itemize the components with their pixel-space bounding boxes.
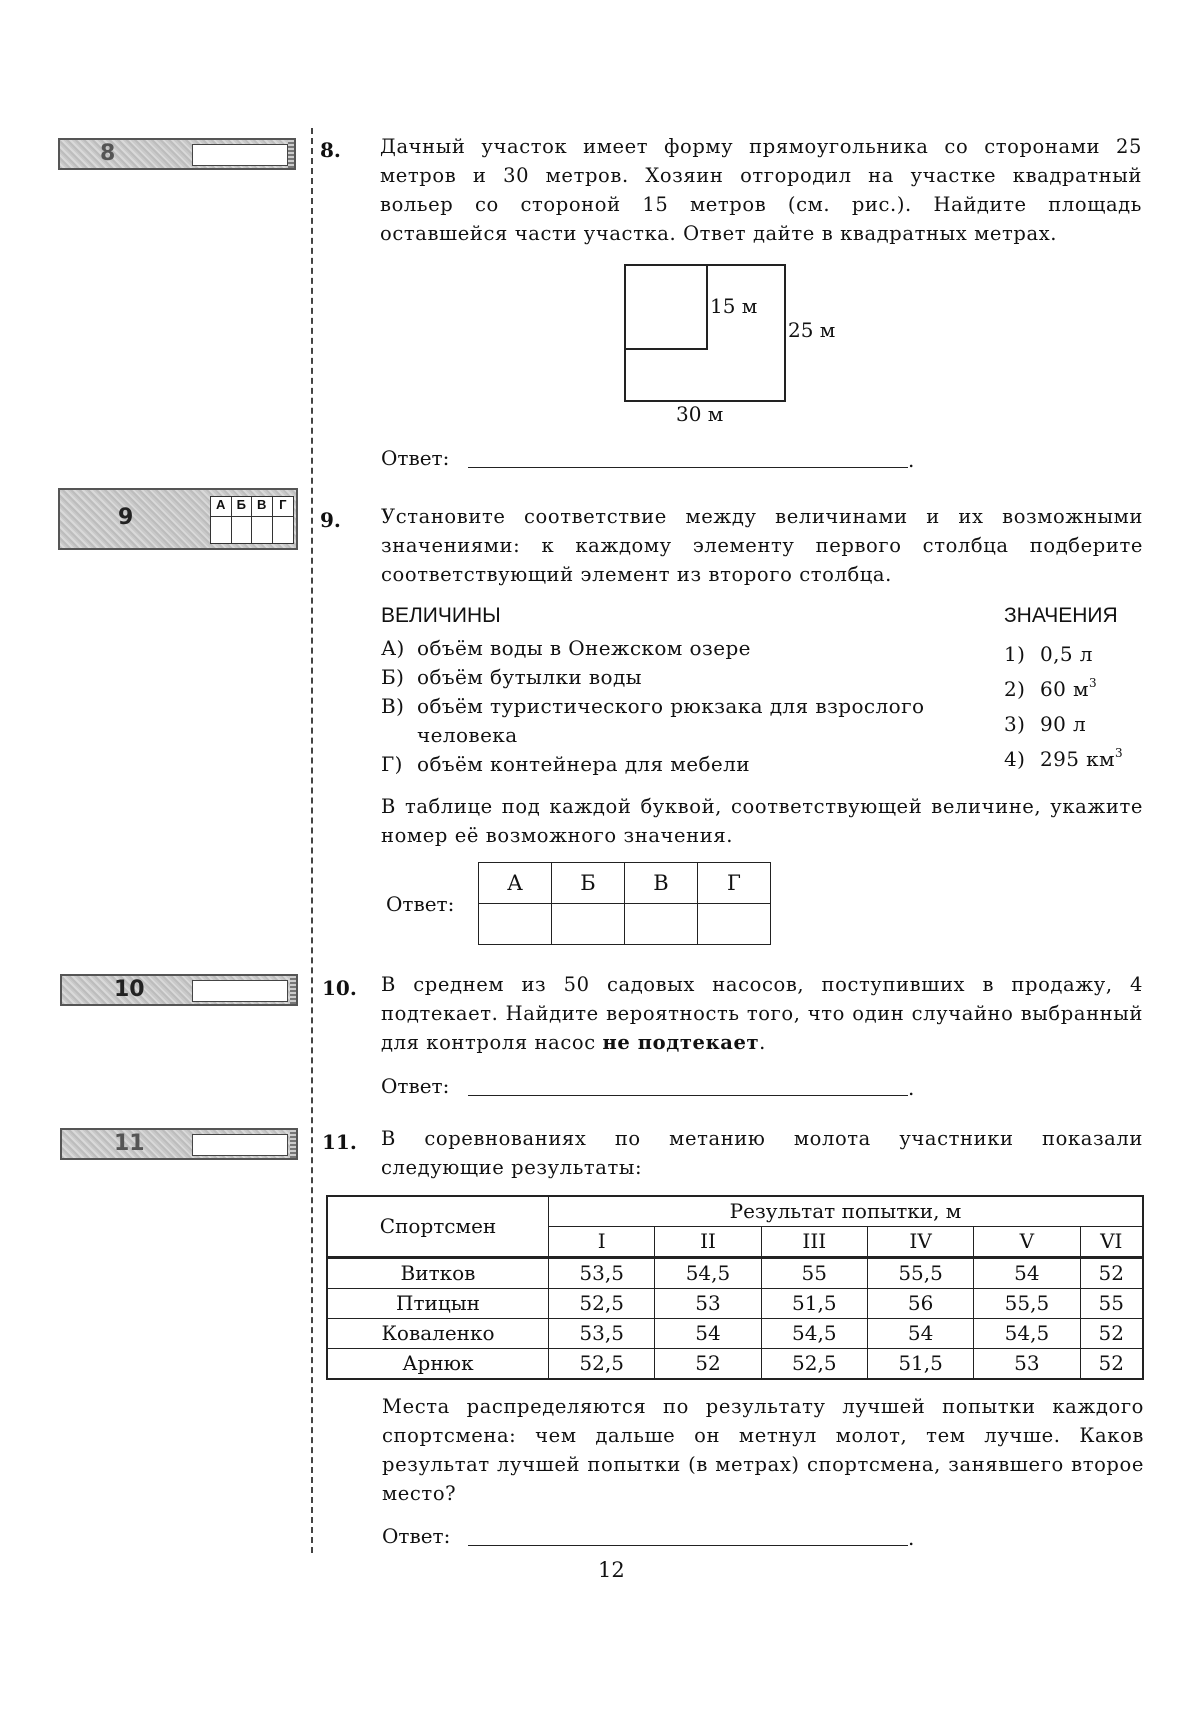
attempt-header: I — [549, 1227, 655, 1258]
task-9-values — [1004, 634, 1123, 774]
task-11-answer-line[interactable] — [468, 1545, 908, 1546]
task-11-text: В соревнованиях по метанию молота участники показали следующие результаты: — [381, 1127, 1143, 1179]
task-9-left-header: ВЕЛИЧИНЫ — [381, 604, 501, 627]
task-11-text2: Места распределяются по результату лучшей попытки каждого спортсмена: чем дальше он метнул молот, тем лучше. Каков результат лучшей попытки (в метрах) спортсмена, занявшего второе место? — [382, 1395, 1144, 1505]
attempt-header: III — [761, 1227, 867, 1258]
answer-cell-b[interactable] — [552, 904, 625, 945]
inner-label: 15 м — [710, 294, 758, 318]
task-9-number: 9. — [320, 508, 341, 532]
task-11-results-table — [326, 1195, 1144, 1380]
task-10-bold: не подтекает — [602, 1031, 760, 1054]
cut-line — [311, 128, 313, 1553]
answer-box-10-field[interactable] — [192, 980, 288, 1002]
answer-box-9 — [58, 488, 298, 550]
attempt-header: VI — [1080, 1227, 1143, 1258]
answer-box-8 — [58, 138, 296, 170]
task-10-text: В среднем из 50 садовых насосов, поступивших в продажу, 4 подтекает. Найдите вероятность того, что один случайно выбранный для контроля насос не подтекает. — [381, 973, 1143, 1054]
answer-box-10-number: 10 — [114, 977, 145, 1002]
task-9-items — [381, 634, 924, 779]
answer-box-11-field[interactable] — [192, 1134, 288, 1156]
attempt-header: V — [974, 1227, 1080, 1258]
task-10-number: 10. — [322, 976, 357, 1000]
answer-cell-g[interactable] — [698, 904, 771, 945]
task-9-text: Установите соответствие между величинами и их возможными значениями: к каждому элементу первого столбца подберите соответствующий элемент из второго столбца. — [381, 505, 1143, 586]
task-10-answer-line[interactable] — [468, 1095, 908, 1096]
attempt-header: II — [655, 1227, 761, 1258]
task-11-number: 11. — [322, 1130, 357, 1154]
enclosure-square — [624, 264, 708, 350]
list-item: Б) объём бутылки воды — [381, 665, 642, 689]
answer-box-11-number: 11 — [114, 1131, 145, 1156]
athlete-header: Спортсмен — [327, 1196, 549, 1258]
task-10-answer-label: Ответ: — [381, 1074, 450, 1098]
grid-letter-g: Г — [273, 497, 294, 517]
task-9-answer-label: Ответ: — [386, 892, 455, 916]
task-11-answer-label: Ответ: — [382, 1524, 451, 1548]
task-8-answer-label: Ответ: — [381, 446, 450, 470]
task-9-instruction: В таблице под каждой буквой, соответствующей величине, укажите номер её возможного значения. — [381, 795, 1143, 847]
answer-header-g: Г — [698, 863, 771, 904]
answer-cell-v[interactable] — [625, 904, 698, 945]
side-label: 25 м — [788, 318, 836, 342]
value-item: 1) 0,5 л — [1004, 642, 1093, 666]
result-header: Результат попытки, м — [549, 1196, 1144, 1227]
task-9-answer-table — [478, 862, 771, 945]
value-item: 2) 60 $м^3$ — [1004, 676, 1098, 701]
table-row: Арнюк 52,5 52 52,5 51,5 53 52 — [327, 1349, 1143, 1380]
table-row: Витков 53,5 54,5 55 55,5 54 52 — [327, 1258, 1143, 1289]
list-item: Г) объём контейнера для мебели — [381, 752, 751, 776]
grid-letter-b: Б — [232, 497, 253, 517]
value-item: 4) 295 $км^3$ — [1004, 746, 1124, 771]
table-row: Коваленко 53,5 54 54,5 54 54,5 52 — [327, 1319, 1143, 1349]
task-8-answer-line[interactable] — [468, 467, 908, 468]
answer-box-8-number: 8 — [100, 141, 116, 166]
answer-header-a: А — [479, 863, 552, 904]
bottom-label: 30 м — [676, 402, 724, 426]
answer-box-9-number: 9 — [118, 505, 134, 530]
table-row: Птицын 52,5 53 51,5 56 55,5 55 — [327, 1289, 1143, 1319]
list-item: человека — [417, 723, 518, 747]
answer-box-11 — [60, 1128, 298, 1160]
answer-box-9-grid[interactable] — [210, 496, 294, 544]
answer-box-10 — [60, 974, 298, 1006]
answer-header-v: В — [625, 863, 698, 904]
task-8-text: Дачный участок имеет форму прямоугольника со сторонами 25 метров и 30 метров. Хозяин отгородил на участке квадратный вольер со стороной 15 метров (см. рис.). Найдите площадь оставшейся части участка. Ответ дайте в квадратных метрах. — [380, 135, 1142, 245]
task-9-right-header: ЗНАЧЕНИЯ — [1004, 604, 1118, 627]
attempt-header: IV — [867, 1227, 973, 1258]
answer-cell-a[interactable] — [479, 904, 552, 945]
task-8-figure — [620, 262, 860, 430]
list-item: В) объём туристического рюкзака для взрослого — [381, 694, 925, 718]
value-item: 3) 90 л — [1004, 712, 1087, 736]
page-number: 12 — [598, 1558, 625, 1582]
task-8-number: 8. — [320, 138, 341, 162]
answer-header-b: Б — [552, 863, 625, 904]
grid-letter-v: В — [252, 497, 273, 517]
answer-box-8-field[interactable] — [192, 144, 288, 166]
grid-letter-a: А — [211, 497, 232, 517]
list-item: А) объём воды в Онежском озере — [381, 636, 751, 660]
